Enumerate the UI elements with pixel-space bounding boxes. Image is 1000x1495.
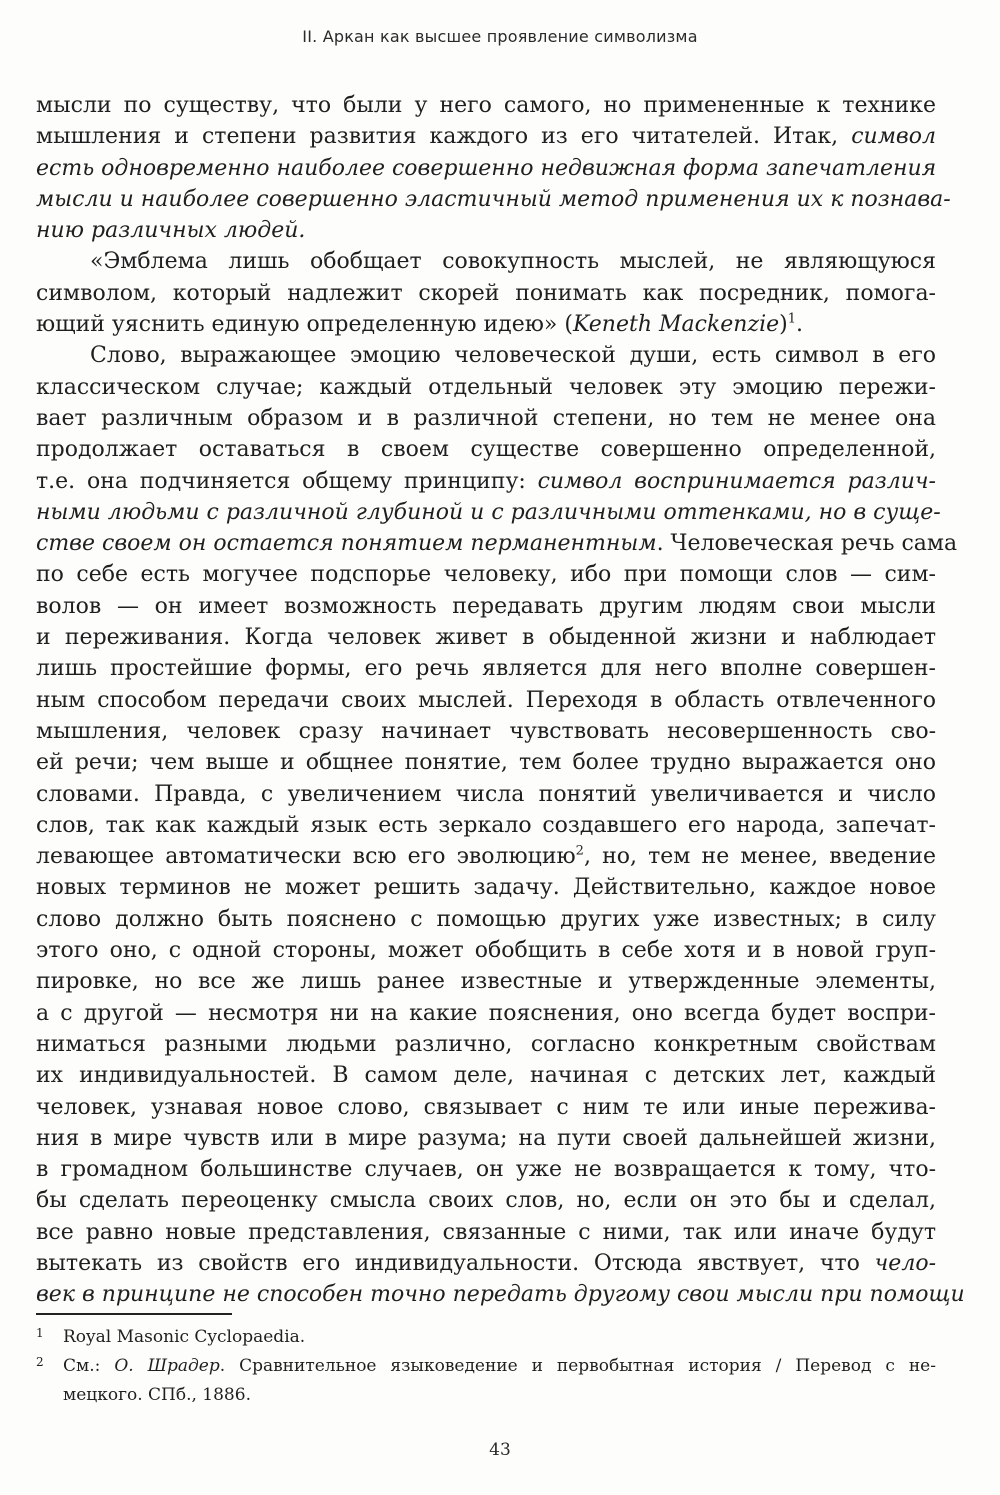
text-line: мысли по существу, что были у него самого, но примененные к технике	[36, 93, 936, 118]
text-line: в громадном большинстве случаев, он уже не возвращается к тому, что-	[36, 1157, 936, 1183]
text-line: слово должно быть пояснено с помощью других уже известных; в силу	[36, 906, 936, 932]
text-line: «Эмблема лишь обобщает совокупность мыслей, не являющуюся	[90, 249, 936, 275]
footnote-continuation: мецкого. СПб., 1886.	[63, 1385, 251, 1405]
text-line: а с другой — несмотря ни на какие пояснения, оно всегда будет воспри-	[36, 1000, 936, 1026]
text-line: ными людьми с различной глубиной и с различными оттенками, но в суще-	[36, 499, 941, 525]
footnote: 1 Royal Masonic Cyclopaedia.	[36, 1323, 936, 1352]
text-line: их индивидуальностей. В самом деле, начиная с детских лет, каждый	[36, 1063, 936, 1089]
text-line: по себе есть могучее подспорье человеку, ибо при помощи слов — сим-	[36, 562, 936, 588]
text-line: символом, который надлежит скорей понимать как посредник, помога-	[36, 280, 936, 306]
text-line: ния в мире чувств или в мире разума; на пути своей дальнейшей жизни,	[36, 1125, 936, 1151]
text-line: все равно новые представления, связанные с ними, так или иначе будут	[36, 1219, 936, 1245]
text-line: т.е. она подчиняется общему принципу: символ воспринимается различ-	[36, 468, 936, 494]
running-head: II. Аркан как высшее проявление символизма	[302, 27, 698, 46]
text-line: пировке, но все же лишь ранее известные и утвержденные элементы,	[36, 969, 936, 995]
text-line: вает различным образом и в различной степени, но тем не менее она	[36, 405, 936, 431]
text-line: век в принципе не способен точно передать другому свои мысли при помощи	[36, 1282, 965, 1308]
footnote-ref[interactable]: 1	[787, 311, 796, 327]
text-line: новых терминов не может решить задачу. Действительно, каждое новое	[36, 875, 936, 901]
footnote: 2 См.: О. Шрадер. Сравнительное языковедение и первобытная история / Перевод с не-	[36, 1352, 936, 1381]
text-line: ей речи; чем выше и общнее понятие, тем более трудно выражается оно	[36, 750, 936, 776]
text-line: и переживания. Когда человек живет в обыденной жизни и наблюдает	[36, 625, 936, 651]
footnotes	[36, 1323, 936, 1410]
text-line: вытекать из свойств его индивидуальности. Отсюда явствует, что чело-	[36, 1250, 937, 1276]
text-line: нию различных людей.	[36, 218, 306, 244]
footnote-ref[interactable]: 2	[575, 843, 584, 859]
text-line: ным способом передачи своих мыслей. Переходя в область отвлеченного	[36, 687, 936, 713]
page-number: 43	[489, 1440, 511, 1460]
text-line: этого оно, с одной стороны, может обобщить в себе хотя и в новой груп-	[36, 938, 936, 964]
text-line: бы сделать переоценку смысла своих слов, но, если он это бы и сделал,	[36, 1188, 936, 1214]
text-line: есть одновременно наиболее совершенно недвижная форма запечатления	[36, 155, 937, 181]
text-line: мышления, человек сразу начинает чувствовать несовершенность сво-	[36, 718, 936, 744]
text-line: Слово, выражающее эмоцию человеческой души, есть символ в его	[90, 343, 936, 369]
text-line: продолжает оставаться в своем существе совершенно определенной,	[36, 437, 936, 463]
text-line: словами. Правда, с увеличением числа понятий увеличивается и число	[36, 781, 936, 807]
text-line: ющий уяснить единую определенную идею» (Keneth Mackenzie)$^1$.	[36, 311, 803, 338]
text-line: классическом случае; каждый отдельный человек эту эмоцию пережи-	[36, 374, 936, 400]
text-line: человек, узнавая новое слово, связывает с ним те или иные пережива-	[36, 1094, 936, 1120]
text-line: лишь простейшие формы, его речь является для него вполне совершен-	[36, 656, 936, 682]
text-line: мысли и наиболее совершенно эластичный метод применения их к познава-	[36, 186, 951, 212]
footnote-divider	[36, 1313, 232, 1315]
text-line: мышления и степени развития каждого из его читателей. Итак, символ	[36, 124, 936, 150]
text-line: стве своем он остается понятием перманентным. Человеческая речь сама	[36, 531, 958, 557]
text-line: левающее автоматически всю его эволюцию$^2$, но, тем не менее, введение	[36, 843, 937, 870]
footnote-mark: 2	[36, 1355, 44, 1369]
text-line: слов, так как каждый язык есть зеркало создавшего его народа, запечат-	[36, 812, 936, 838]
footnote-mark: 1	[36, 1326, 44, 1340]
body-text	[36, 90, 965, 1311]
text-line: волов — он имеет возможность передавать другим людям свои мысли	[36, 593, 936, 619]
text-line: ниматься разными людьми различно, согласно конкретным свойствам	[36, 1031, 936, 1057]
